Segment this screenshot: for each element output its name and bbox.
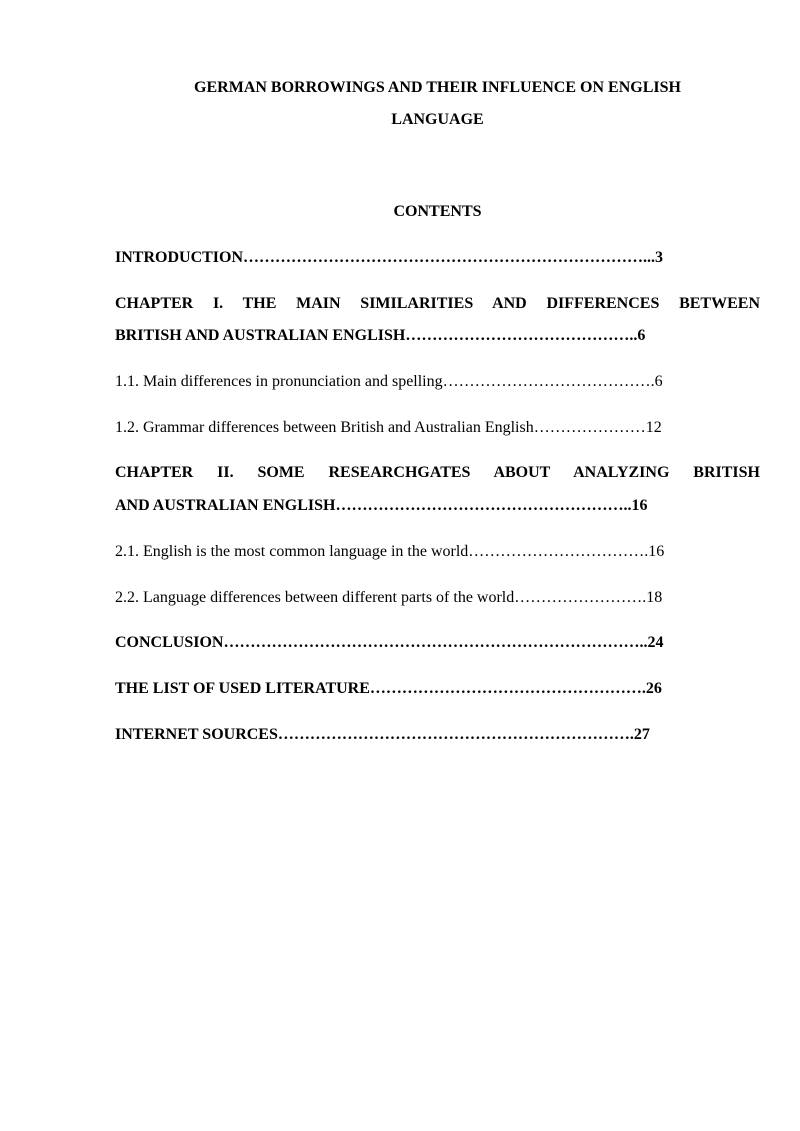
toc-entry-page: 18	[646, 589, 663, 606]
toc-entry-page: 16	[631, 497, 648, 514]
toc-entry-leader: ………………………………………………………….	[277, 726, 634, 743]
toc-entry-page: 12	[645, 419, 662, 436]
toc-entry-page: 6	[637, 327, 646, 344]
toc-entry-text: BRITISH AND AUSTRALIAN ENGLISH	[115, 327, 406, 344]
toc-entry-leader: ……………………………………………………………………..	[223, 634, 648, 651]
toc-entry-text: CONCLUSION	[115, 634, 224, 651]
document-title-line-1: GERMAN BORROWINGS AND THEIR INFLUENCE ON ENGLISH	[194, 79, 681, 96]
toc-entry-leader: ………………………………….	[442, 373, 655, 390]
toc-entry-leader: ………………………………………………..	[335, 497, 632, 514]
toc-entry-text: 1.2. Grammar differences between British and Australian English	[115, 419, 534, 436]
contents-heading: CONTENTS	[393, 203, 482, 220]
toc-entry-text: INTERNET SOURCES	[115, 726, 278, 743]
toc-entry-text: THE LIST OF USED LITERATURE	[115, 680, 370, 697]
toc-entry-leader: ……………………………………..	[405, 327, 638, 344]
toc-entry-chapter-1-line-1: CHAPTER I. THE MAIN SIMILARITIES AND DIFFERENCES BETWEEN	[115, 295, 760, 312]
toc-entry-section-1-1	[115, 366, 760, 398]
toc-entry-internet-sources	[115, 719, 760, 751]
toc-entry-section-1-2	[115, 412, 760, 444]
toc-entry-text: INTRODUCTION	[115, 249, 244, 266]
toc-entry-text: AND AUSTRALIAN ENGLISH	[115, 497, 336, 514]
toc-entry-leader: …………………………………………………………………...	[243, 249, 656, 266]
toc-entry-page: 24	[647, 634, 664, 651]
toc-entry-page: 16	[648, 543, 665, 560]
toc-entry-text: 2.2. Language differences between different parts of the world	[115, 589, 515, 606]
toc-entry-leader: …………………………………………….	[369, 680, 646, 697]
toc-entry-chapter-2-line-1: CHAPTER II. SOME RESEARCHGATES ABOUT ANALYZING BRITISH	[115, 464, 760, 481]
toc-entry-page: 6	[654, 373, 663, 390]
toc-entry-section-2-2	[115, 582, 760, 614]
toc-entry-leader: …………………	[533, 419, 646, 436]
toc-entry-leader: …………………………….	[468, 543, 649, 560]
toc-entry-introduction	[115, 242, 760, 274]
toc-entry-literature	[115, 673, 760, 705]
toc-entry-page: 26	[645, 680, 662, 697]
toc-entry-chapter-1-line-2	[115, 320, 760, 352]
toc-entry-leader: …………………….	[514, 589, 647, 606]
toc-entry-text: 1.1. Main differences in pronunciation and spelling	[115, 373, 443, 390]
toc-entry-section-2-1	[115, 536, 760, 568]
toc-entry-page: 27	[633, 726, 650, 743]
toc-entry-page: 3	[655, 249, 664, 266]
toc-entry-text: 2.1. English is the most common language in the world	[115, 543, 469, 560]
toc-entry-chapter-2-line-2	[115, 490, 760, 522]
toc-entry-conclusion	[115, 627, 760, 659]
document-title-line-2: LANGUAGE	[391, 111, 484, 128]
